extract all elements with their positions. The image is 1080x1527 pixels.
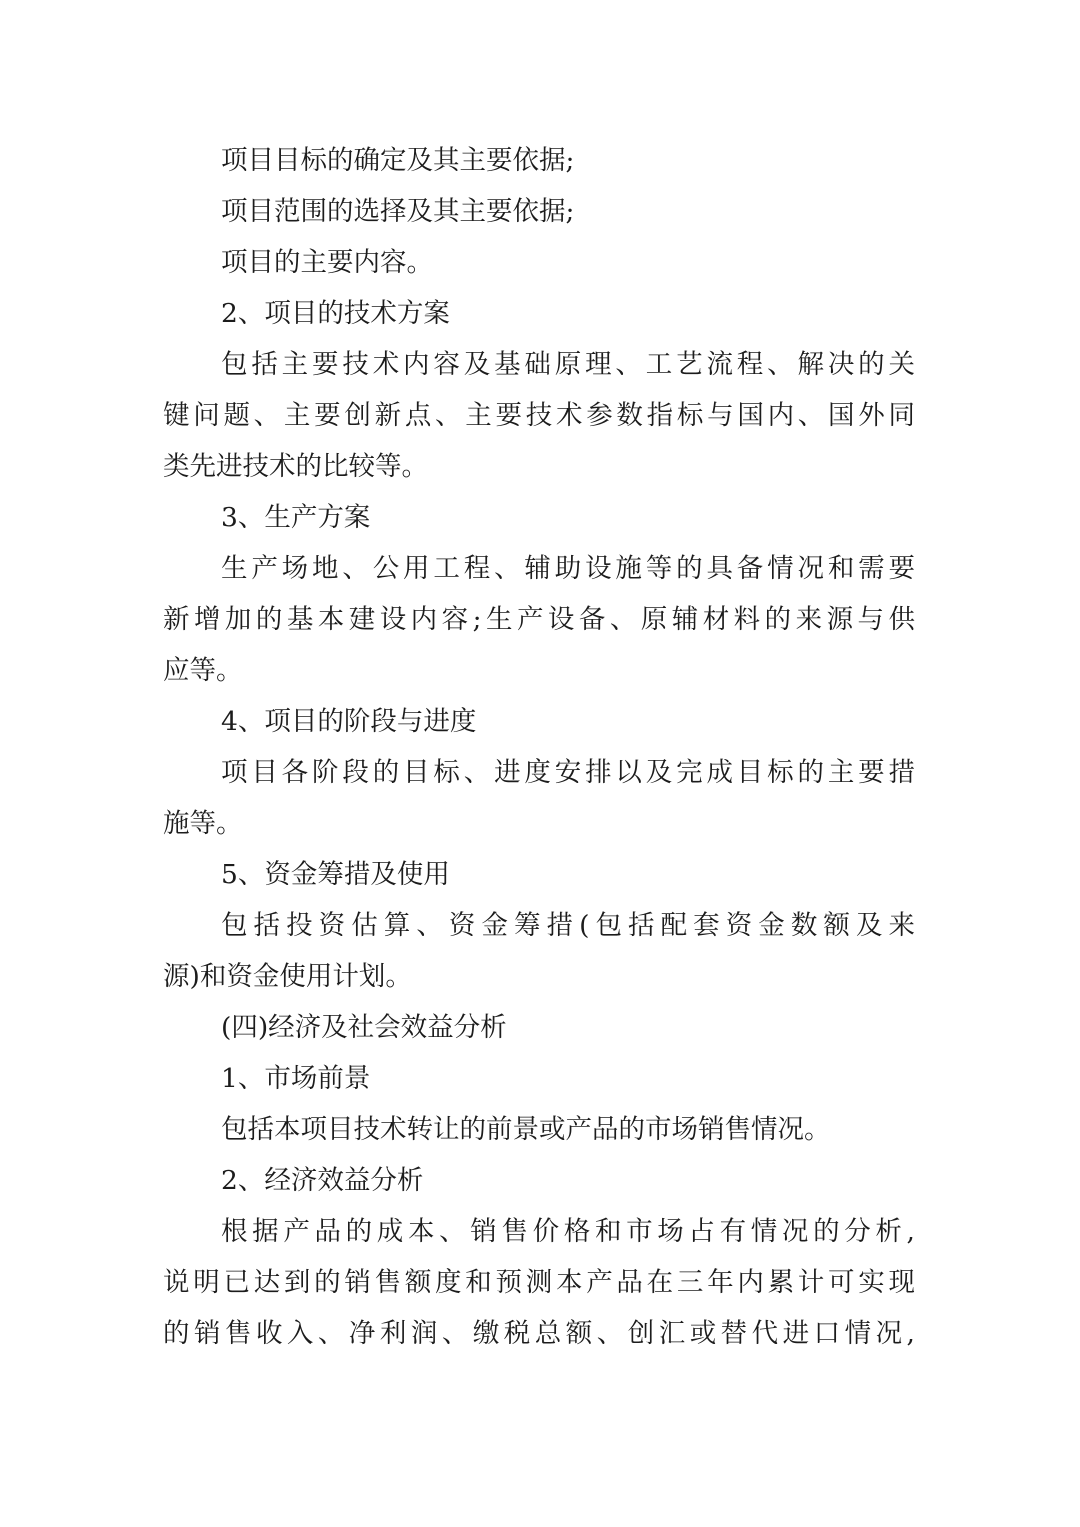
section-heading: 2、经济效益分析 bbox=[221, 1165, 424, 1196]
text-line: 根据产品的成本、销售价格和市场占有情况的分析, bbox=[221, 1216, 915, 1247]
section-heading: 3、生产方案 bbox=[221, 502, 371, 533]
document-body bbox=[163, 135, 915, 1359]
text-line: 的销售收入、净利润、缴税总额、创汇或替代进口情况, bbox=[163, 1318, 915, 1349]
text-line: 包括本项目技术转让的前景或产品的市场销售情况。 bbox=[221, 1114, 831, 1145]
text-line: 源)和资金使用计划。 bbox=[163, 961, 412, 992]
text-line: 项目各阶段的目标、进度安排以及完成目标的主要措 bbox=[221, 757, 915, 788]
section-heading: 2、项目的技术方案 bbox=[221, 298, 450, 329]
text-line: 施等。 bbox=[163, 808, 243, 839]
text-line: 键问题、主要创新点、主要技术参数指标与国内、国外同 bbox=[163, 400, 915, 431]
text-line: 应等。 bbox=[163, 655, 243, 686]
section-heading: (四)经济及社会效益分析 bbox=[221, 1012, 507, 1043]
text-line: 项目目标的确定及其主要依据; bbox=[221, 145, 575, 176]
text-line: 项目范围的选择及其主要依据; bbox=[221, 196, 575, 227]
text-line: 新增加的基本建设内容;生产设备、原辅材料的来源与供 bbox=[163, 604, 915, 635]
text-line: 包括投资估算、资金筹措(包括配套资金数额及来 bbox=[221, 910, 915, 941]
section-heading: 5、资金筹措及使用 bbox=[221, 859, 450, 890]
section-heading: 1、市场前景 bbox=[221, 1063, 371, 1094]
text-line: 说明已达到的销售额度和预测本产品在三年内累计可实现 bbox=[163, 1267, 915, 1298]
text-line: 项目的主要内容。 bbox=[221, 247, 433, 278]
text-line: 类先进技术的比较等。 bbox=[163, 451, 428, 482]
text-line: 生产场地、公用工程、辅助设施等的具备情况和需要 bbox=[221, 553, 915, 584]
text-line: 包括主要技术内容及基础原理、工艺流程、解决的关 bbox=[221, 349, 915, 380]
section-heading: 4、项目的阶段与进度 bbox=[221, 706, 477, 737]
